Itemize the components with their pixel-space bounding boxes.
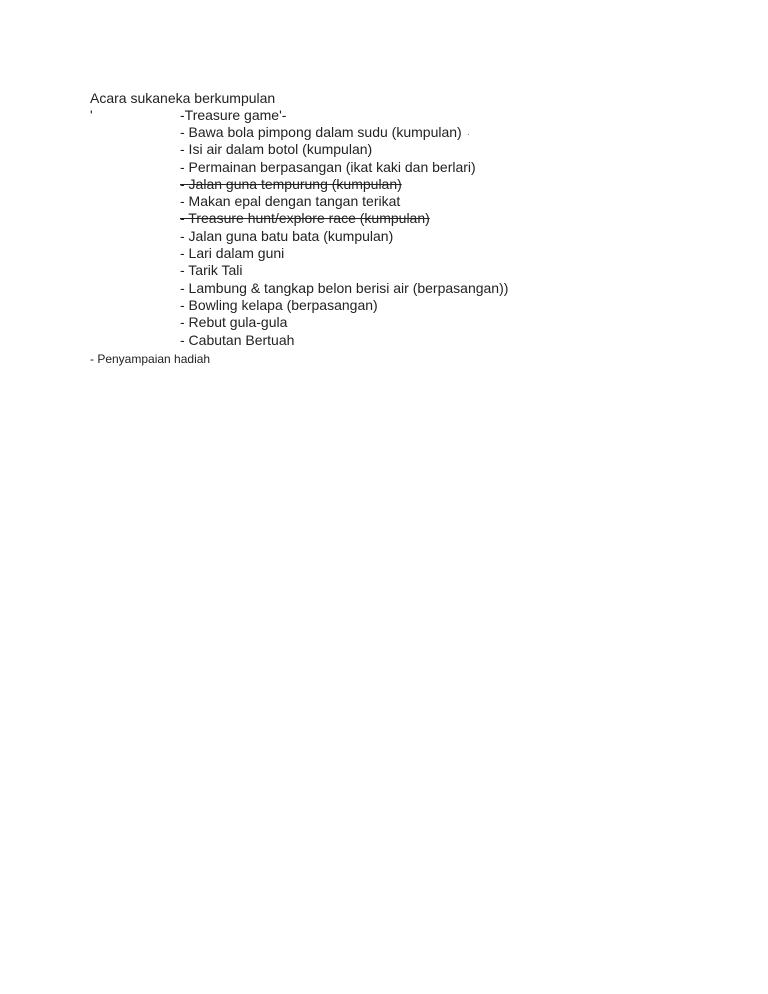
list-item: - Tarik Tali [180,262,243,279]
list-item-struck: - Jalan guna tempurung (kumpulan) [180,175,402,192]
list-item: - Isi air dalam botol (kumpulan) [180,141,373,158]
list-item: - Lambung & tangkap belon berisi air (berpasangan)) [180,279,509,296]
list-item: - Lari dalam guni [180,245,285,262]
list-item: - Makan epal dengan tangan terikat [180,193,401,210]
activity-list [180,124,508,349]
trailing-dot: · [466,129,471,140]
list-item: - Cabutan Bertuah [180,331,295,348]
subheading: -Treasure game'- [180,107,287,123]
list-item: - Permainan berpasangan (ikat kaki dan berlari) [180,158,476,175]
list-item-struck: - Treasure hunt/explore race (kumpulan) [180,210,430,227]
list-item: - Bowling kelapa (berpasangan) [180,296,378,313]
footer-note: - Penyampaian hadiah [90,352,211,366]
list-item: - Jalan guna batu bata (kumpulan) [180,227,394,244]
document-title: Acara sukaneka berkumpulan [90,90,276,106]
list-item: - Bawa bola pimpong dalam sudu (kumpulan) · [180,124,471,140]
leading-mark: ' [90,107,93,123]
list-item: - Rebut gula-gula [180,314,288,331]
subheading-row [90,107,286,124]
